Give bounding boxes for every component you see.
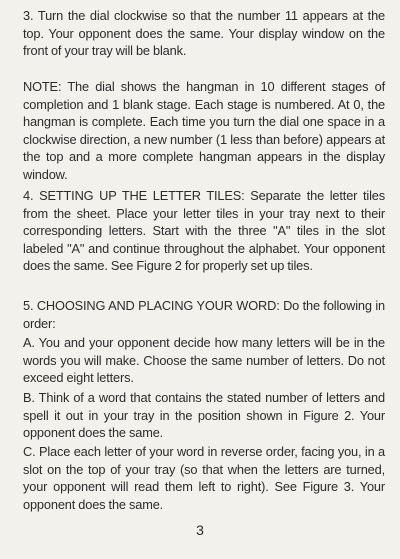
step-3-paragraph: 3. Turn the dial clockwise so that the number 11 appears at the top. Your opponent does the same. Your display window on the front of your tray will be blank. (23, 8, 385, 59)
substep-b-paragraph: B. Think of a word that contains the stated number of letters and spell it out in your tray in the position shown in Figure 2. Your opponent does the same. (23, 390, 385, 441)
note-paragraph: NOTE: The dial shows the hangman in 10 different stages of completion and 1 blank stage. Each stage is numbered. At 0, the hangman is complete. Each time you turn the dial one space in a clockwise direction, a new number (1 less than before) appears at the top and a more complete hangman appears in the display window. (23, 79, 385, 182)
step-5-paragraph: 5. CHOOSING AND PLACING YOUR WORD: Do the following in order: (23, 298, 385, 331)
step-4-paragraph: 4. SETTING UP THE LETTER TILES: Separate the letter tiles from the sheet. Place your letter tiles in your tray next to their corresponding letters. Start with the three "A" tiles in the slot labeled "A" and continue throughout the alphabet. Your opponent does the same. See Figure 2 for properly set up tiles. (23, 188, 385, 274)
substep-c-paragraph: C. Place each letter of your word in reverse order, facing you, in a slot on the top of your tray (so that when the letters are turned, your opponent will read them left to right). See Figure 3. Your opponent does the same. (23, 444, 385, 512)
substep-a-paragraph: A. You and your opponent decide how many letters will be in the words you will make. Choose the same number of letters. Do not exceed eight letters. (23, 335, 385, 386)
page-number: 3 (196, 522, 204, 538)
instruction-page (23, 0, 385, 559)
